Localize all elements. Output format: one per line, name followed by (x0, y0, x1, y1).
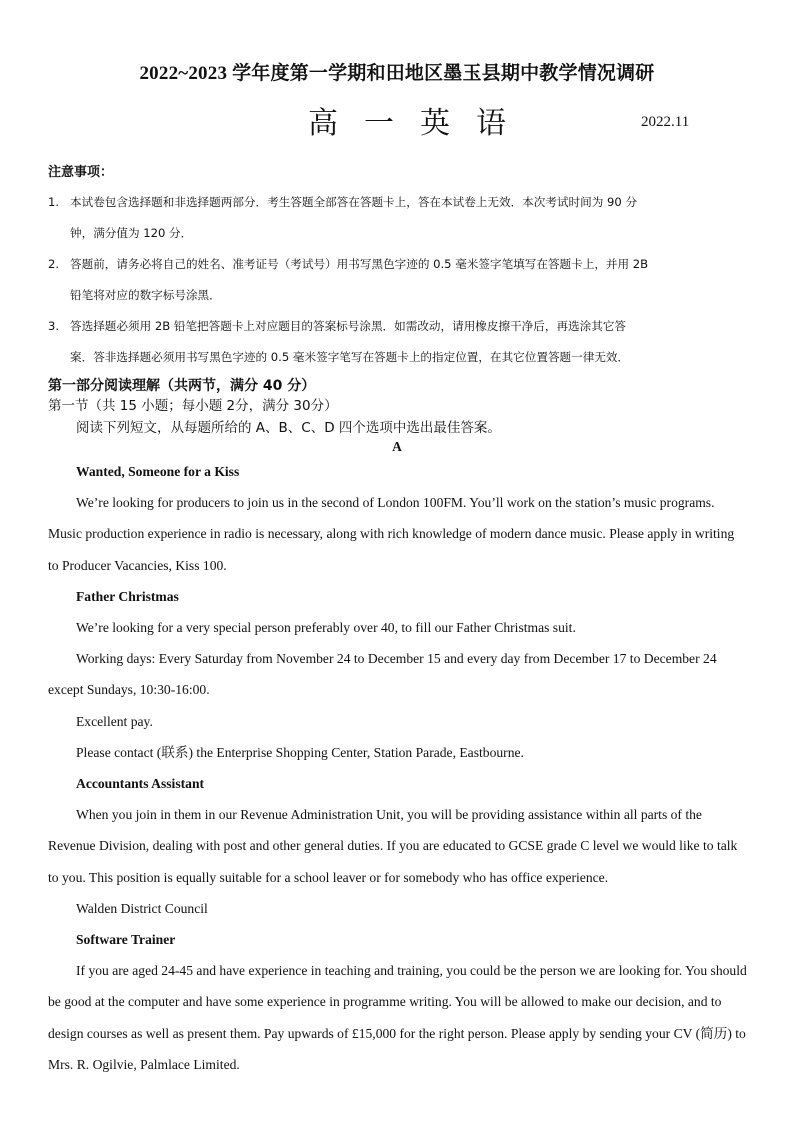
paragraph: Working days: Every Saturday from November 24 to December 15 and every day from December 17 to December 24 except Sundays, 10:30-16:00. (48, 651, 717, 698)
notice-number: 1. (48, 195, 60, 209)
paragraph: If you are aged 24-45 and have experience in teaching and training, you could be the person we are looking for. You should be good at the computer and have some experience in programme writing. You will be allowed to make our decision, and to design courses as well as present them. Pay upwards of £15,000 for the right person. Please apply by sending your CV (简历) to Mrs. R. Ogilvie, Palmlace Limited. (48, 963, 747, 1072)
instruction: 阅读下列短文，从每题所给的 A、B、C、D 四个选项中选出最佳答案。 (76, 420, 501, 436)
section-title: 第一节（共 15 小题；每小题 2分，满分 30分） (48, 398, 338, 414)
subject-title: 高一英语 (308, 106, 532, 141)
ad-heading: Accountants Assistant (76, 776, 205, 792)
part-title: 第一部分阅读理解（共两节，满分 40 分） (48, 378, 316, 394)
notice-number: 3. (48, 319, 60, 333)
exam-date: 2022.11 (641, 114, 690, 130)
ad-heading: Father Christmas (76, 588, 179, 604)
ad-heading: Wanted, Someone for a Kiss (76, 464, 240, 479)
notice-number: 2. (48, 257, 60, 271)
exam-title: 2022~2023 学年度第一学期和田地区墨玉县期中教学情况调研 (139, 63, 655, 84)
notice-item-1 (48, 187, 748, 249)
paragraph: Walden District Council (76, 900, 208, 916)
notice-text-cont: 钟，满分值为 120 分． (70, 226, 193, 240)
passage-letter: A (392, 439, 402, 454)
notice-text: 本试卷包含选择题和非选择题两部分．考生答题全部答在答题卡上，答在本试卷上无效．本次考试时间为 90 分 (70, 195, 638, 209)
paragraph: We’re looking for a very special person preferably over 40, to fill our Father Christmas suit. (76, 620, 576, 636)
notice-text-cont: 案．答非选择题必须用书写黑色字迹的 0.5 毫米签字笔写在答题卡上的指定位置，在其它位置答题一律无效． (70, 350, 630, 364)
paragraph: We’re looking for producers to join us in the second of London 100FM. You’ll work on the station’s music programs. Music production experience in radio is necessary, along with rich knowledge of modern dance music. Please apply in writing to Producer Vacancies, Kiss 100. (48, 495, 735, 573)
notice-item-2 (48, 249, 748, 311)
paragraph: Please contact (联系) the Enterprise Shopping Center, Station Parade, Eastbourne. (76, 744, 524, 760)
notice-heading: 注意事项： (48, 165, 114, 180)
paragraph: Excellent pay. (76, 713, 153, 729)
passage (48, 456, 748, 1080)
notice-item-3 (48, 311, 748, 373)
notice-text: 答题前，请务必将自己的姓名、准考证号（考试号）用书写黑色字迹的 0.5 毫米签字笔填写在答题卡上，并用 2B (70, 257, 649, 271)
paragraph: When you join in them in our Revenue Administration Unit, you will be providing assistance within all parts of the Revenue Division, dealing with post and other general duties. If you are educated to GCSE grade C level we would like to talk to you. This position is equally suitable for a school leaver or for somebody who has office experience. (48, 807, 738, 885)
ad-heading: Software Trainer (76, 932, 176, 948)
notice-text: 答选择题必须用 2B 铅笔把答题卡上对应题目的答案标号涂黑．如需改动，请用橡皮擦干净后，再选涂其它答 (70, 319, 627, 333)
notice-text-cont: 铅笔将对应的数字标号涂黑． (70, 288, 221, 302)
